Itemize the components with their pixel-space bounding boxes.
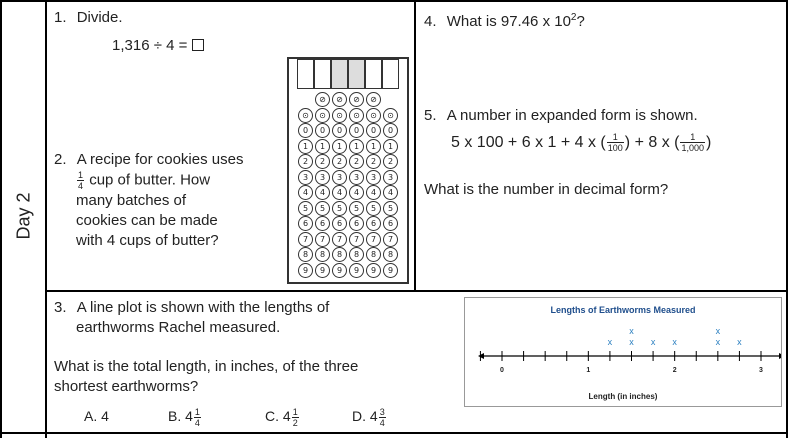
gridded-response (287, 57, 409, 284)
grid-digit-bubble[interactable]: 5 (383, 201, 398, 216)
grid-digit-bubble[interactable]: 5 (332, 201, 347, 216)
q5-expr-part1: 5 x 100 + 6 x 1 + 4 x ( (451, 134, 606, 151)
grid-digit-bubble[interactable]: 2 (298, 154, 313, 169)
grid-digit-bubble[interactable]: 7 (349, 232, 364, 247)
chart-xlabel: Length (in inches) (588, 392, 658, 401)
grid-digit-bubble[interactable]: 8 (315, 247, 330, 262)
choice-frac-num: 1 (292, 407, 298, 417)
grid-digit-bubble[interactable]: 6 (332, 216, 347, 231)
grid-fraction-bubble[interactable]: ⊘ (366, 92, 381, 107)
q2-line1: A recipe for cookies uses (76, 151, 244, 168)
grid-digit-bubble[interactable]: 6 (298, 216, 313, 231)
grid-digit-bubble[interactable]: 2 (383, 154, 398, 169)
grid-digit-bubble[interactable]: 9 (383, 263, 398, 278)
grid-digit-bubble[interactable]: 0 (332, 123, 347, 138)
question-3 (54, 298, 329, 338)
choice-frac-num: 1 (194, 407, 200, 417)
grid-digit-bubble[interactable]: 2 (349, 154, 364, 169)
chart-title: Lengths of Earthworms Measured (550, 305, 696, 315)
question-1 (54, 8, 123, 28)
table-column-divider (414, 0, 416, 292)
answer-choice-b[interactable] (168, 407, 202, 428)
grid-digit-bubble[interactable]: 1 (298, 139, 313, 154)
grid-digit-bubble[interactable]: 4 (366, 185, 381, 200)
q5-frac2 (680, 132, 705, 153)
grid-digit-bubble[interactable]: 5 (315, 201, 330, 216)
choice-fraction (379, 407, 386, 428)
q3-line2: earthworms Rachel measured. (76, 319, 281, 336)
table-border-right (786, 0, 788, 438)
q5-number: 5. (424, 107, 437, 124)
q2-number: 2. (54, 151, 67, 168)
line-plot-svg (465, 298, 781, 406)
grid-decimal-bubble[interactable]: ⊙ (366, 108, 381, 123)
choice-whole: 4 (369, 408, 378, 425)
grid-digit-bubble[interactable]: 3 (366, 170, 381, 185)
grid-decimal-bubble[interactable]: ⊙ (315, 108, 330, 123)
tick-label: 3 (759, 367, 763, 374)
choice-fraction (194, 407, 201, 428)
table-row-divider (45, 290, 788, 292)
axis-arrow-right-icon (779, 353, 781, 359)
q4-number: 4. (424, 13, 437, 30)
grid-digit-bubble[interactable]: 4 (349, 185, 364, 200)
grid-digit-bubble[interactable]: 1 (349, 139, 364, 154)
grid-answer-box[interactable] (331, 59, 348, 89)
q5-frac1-num: 1 (607, 132, 624, 143)
q4-end: ? (576, 13, 585, 30)
q2-line4: cookies can be made (76, 212, 218, 229)
question-2 (54, 150, 243, 251)
grid-digit-bubble[interactable]: 4 (298, 185, 313, 200)
data-point-marker: x (672, 337, 677, 347)
choice-whole: 4 (282, 408, 291, 425)
table-divider-label (45, 0, 47, 438)
q3-line1: A line plot is shown with the lengths of (76, 299, 330, 316)
data-point-marker: x (715, 326, 721, 336)
grid-digit-bubble[interactable]: 6 (366, 216, 381, 231)
grid-decimal-bubble[interactable]: ⊙ (383, 108, 398, 123)
tick-label: 0 (500, 367, 504, 374)
grid-digit-bubble[interactable]: 5 (366, 201, 381, 216)
grid-answer-box[interactable] (382, 59, 399, 89)
data-point-marker: x (715, 337, 721, 347)
grid-answer-box[interactable] (365, 59, 382, 89)
q5-expr-part2: ) + 8 x ( (624, 134, 680, 151)
grid-digit-bubble[interactable]: 8 (366, 247, 381, 262)
grid-digit-bubble[interactable]: 9 (315, 263, 330, 278)
grid-digit-bubble[interactable]: 7 (332, 232, 347, 247)
grid-decimal-bubble[interactable]: ⊙ (349, 108, 364, 123)
question-5 (424, 106, 698, 126)
grid-answer-box[interactable] (348, 59, 365, 89)
grid-digit-bubble[interactable]: 1 (332, 139, 347, 154)
choice-frac-num: 3 (379, 407, 385, 417)
grid-answer-box[interactable] (314, 59, 331, 89)
grid-digit-bubble[interactable]: 7 (383, 232, 398, 247)
grid-digit-bubble[interactable]: 9 (366, 263, 381, 278)
grid-digit-bubble[interactable]: 4 (315, 185, 330, 200)
q5-intro: A number in expanded form is shown. (446, 107, 698, 124)
grid-digit-bubble[interactable]: 2 (332, 154, 347, 169)
q3-question2: shortest earthworms? (54, 378, 199, 395)
day-label-text: Day 2 (13, 192, 33, 240)
q2-line5: with 4 cups of butter? (76, 232, 219, 249)
grid-digit-bubble[interactable]: 5 (298, 201, 313, 216)
choice-letter: B. (168, 408, 182, 425)
grid-digit-bubble[interactable]: 0 (383, 123, 398, 138)
grid-decimal-bubble[interactable]: ⊙ (298, 108, 313, 123)
choice-letter: C. (265, 408, 279, 425)
grid-digit-bubble[interactable]: 3 (332, 170, 347, 185)
line-plot-chart (464, 297, 782, 407)
grid-digit-bubble[interactable]: 2 (315, 154, 330, 169)
grid-digit-bubble[interactable]: 0 (315, 123, 330, 138)
q2-frac-den: 4 (78, 181, 84, 191)
q5-expr-part3: ) (706, 134, 712, 151)
grid-digit-bubble[interactable]: 8 (383, 247, 398, 262)
choice-whole: 4 (101, 408, 109, 424)
grid-digit-bubble[interactable]: 3 (315, 170, 330, 185)
answer-choice-d[interactable] (352, 407, 387, 428)
q5-question: What is the number in decimal form? (424, 181, 669, 198)
grid-digit-bubble[interactable]: 6 (349, 216, 364, 231)
answer-choice-c[interactable] (265, 407, 300, 428)
grid-digit-bubble[interactable]: 6 (383, 216, 398, 231)
q1-expression: 1,316 ÷ 4 = (112, 37, 188, 54)
day-label (2, 0, 45, 432)
grid-digit-bubble[interactable]: 3 (349, 170, 364, 185)
tick-label: 2 (672, 367, 677, 374)
table-border-bottom (0, 432, 788, 434)
tick-label: 1 (586, 367, 591, 374)
grid-digit-bubble[interactable]: 9 (349, 263, 364, 278)
q5-frac2-num: 1 (680, 132, 705, 143)
question-4 (424, 8, 585, 32)
grid-digit-bubble[interactable]: 9 (332, 263, 347, 278)
grid-digit-bubble[interactable]: 4 (332, 185, 347, 200)
q4-exponent: 2 (570, 12, 577, 23)
data-point-marker: x (737, 337, 742, 347)
grid-digit-bubble[interactable]: 5 (349, 201, 364, 216)
table-border-top (0, 0, 788, 2)
grid-digit-bubble[interactable]: 0 (349, 123, 364, 138)
grid-fraction-bubble[interactable]: ⊘ (349, 92, 364, 107)
grid-digit-bubble[interactable]: 0 (298, 123, 313, 138)
grid-digit-bubble[interactable]: 7 (315, 232, 330, 247)
axis-arrow-left-icon (478, 353, 484, 359)
grid-digit-bubble[interactable]: 1 (366, 139, 381, 154)
q5-frac2-den: 1,000 (681, 143, 705, 154)
q3-number: 3. (54, 299, 67, 316)
grid-digit-bubble[interactable]: 7 (298, 232, 313, 247)
q5-expression (451, 128, 711, 158)
choice-letter: D. (352, 408, 366, 425)
q1-number: 1. (54, 9, 67, 26)
grid-digit-bubble[interactable]: 0 (366, 123, 381, 138)
grid-decimal-bubble[interactable]: ⊙ (332, 108, 347, 123)
q5-frac1-den: 100 (607, 143, 623, 154)
choice-frac-den: 2 (292, 418, 298, 428)
grid-fraction-bubble[interactable]: ⊘ (332, 92, 347, 107)
data-point-marker: x (607, 337, 613, 347)
data-point-marker: x (629, 337, 634, 347)
grid-inner (289, 59, 407, 282)
answer-box-icon (192, 39, 204, 51)
q2-frac-num: 1 (78, 170, 84, 180)
choice-letter: A. (84, 408, 98, 424)
grid-digit-bubble[interactable]: 1 (315, 139, 330, 154)
data-point-marker: x (629, 326, 634, 336)
q1-prompt: Divide. (76, 9, 123, 26)
grid-digit-bubble[interactable]: 7 (366, 232, 381, 247)
answer-choice-a[interactable] (84, 407, 109, 425)
grid-digit-bubble[interactable]: 8 (349, 247, 364, 262)
grid-digit-bubble[interactable]: 2 (366, 154, 381, 169)
grid-digit-bubble[interactable]: 8 (298, 247, 313, 262)
q2-line2: cup of butter. How (89, 171, 211, 189)
q4-text: What is 97.46 x 10 (446, 13, 571, 30)
choice-fraction (292, 407, 299, 428)
choice-frac-den: 4 (194, 418, 200, 428)
grid-digit-bubble[interactable]: 3 (383, 170, 398, 185)
grid-digit-bubble[interactable]: 4 (383, 185, 398, 200)
data-point-marker: x (650, 337, 656, 347)
choice-frac-den: 4 (379, 418, 385, 428)
grid-digit-bubble[interactable]: 6 (315, 216, 330, 231)
grid-digit-bubble[interactable]: 9 (298, 263, 313, 278)
q5-frac1 (607, 132, 624, 153)
q2-fraction (77, 170, 84, 191)
q3-question (54, 357, 358, 397)
grid-answer-box[interactable] (297, 59, 314, 89)
q3-question1: What is the total length, in inches, of the three (54, 358, 359, 375)
grid-digit-bubble[interactable]: 8 (332, 247, 347, 262)
q1-expression-row (112, 36, 204, 56)
q2-line3: many batches of (76, 192, 187, 209)
choice-whole: 4 (185, 408, 193, 425)
grid-digit-bubble[interactable]: 1 (383, 139, 398, 154)
grid-fraction-bubble[interactable]: ⊘ (315, 92, 330, 107)
grid-digit-bubble[interactable]: 3 (298, 170, 313, 185)
